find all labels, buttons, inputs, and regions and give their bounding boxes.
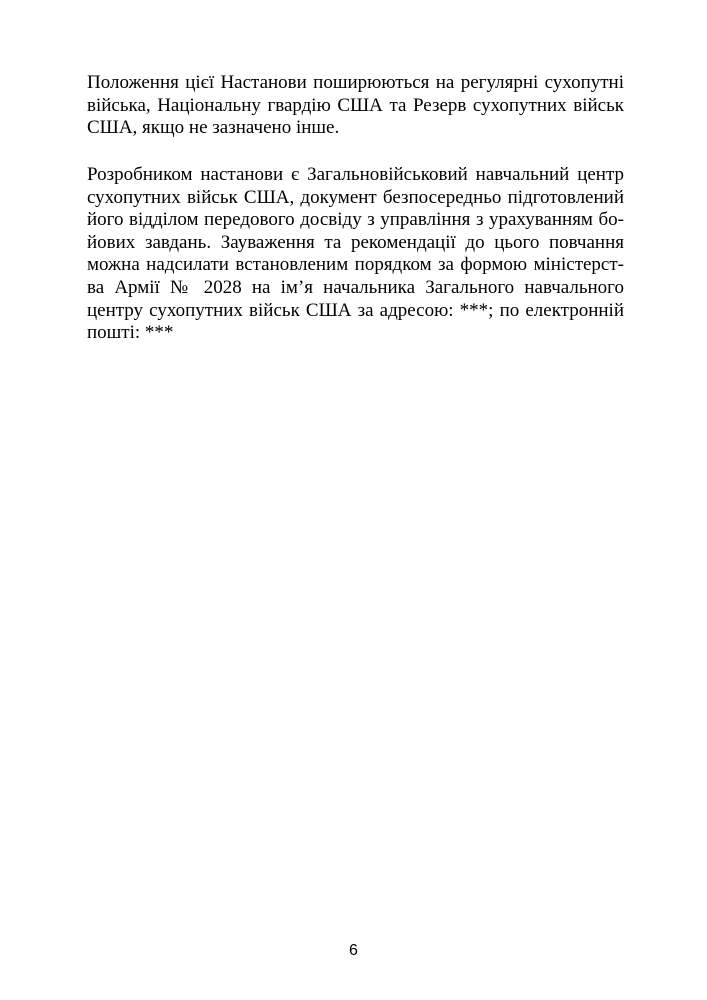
paragraph-line: пошті: *** [87,322,174,344]
paragraph-line: його відділом передового досвіду з управління з урахуванням бо- [87,209,624,231]
page-number: 6 [349,942,358,959]
paragraph-line: війська, Національну гвардію США та Резерв сухопутних військ [87,94,624,116]
paragraph-developer [87,164,624,345]
paragraph-line: Розробником настанови є Загальновійськовий навчальний центр [87,164,624,185]
paragraph-line: центру сухопутних військ США за адресою: ***; по електронній [87,299,624,321]
paragraph-line: Положення цієї Настанови поширюються на регулярні сухопутні [87,72,624,93]
paragraph-scope [87,72,624,140]
paragraph-line: сухопутних військ США, документ безпосередньо підготовлений [87,186,624,208]
paragraph-line: йових завдань. Зауваження та рекомендації до цього повчання [87,231,624,253]
paragraph-line: можна надсилати встановленим порядком за формою міністерст- [87,254,624,276]
paragraph-line: ва Армії № 2028 на ім’я начальника Загального навчального [87,276,624,298]
paragraph-line: США, якщо не зазначено інше. [87,117,340,139]
